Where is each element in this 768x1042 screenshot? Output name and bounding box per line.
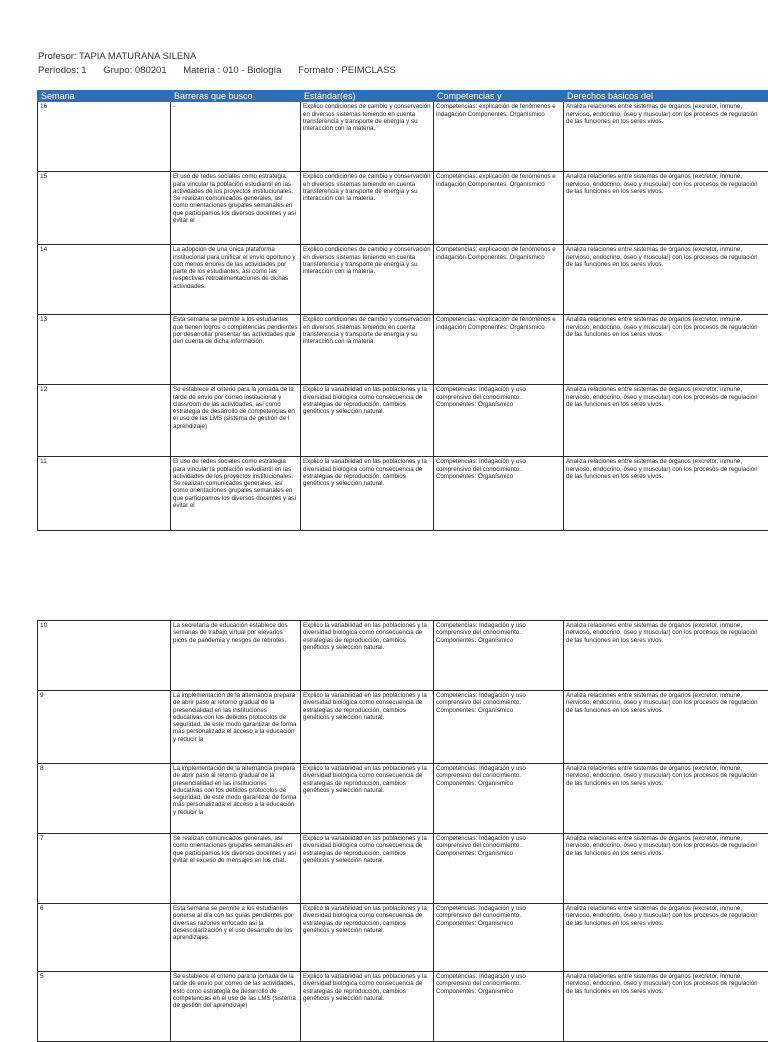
cell-week: 13 (38, 315, 171, 385)
cell-competencies: Competencias: explicación de fenómenos e indagación Componentes: Organísmico (434, 245, 564, 315)
format-label: Formato : PEIMCLASS (298, 65, 396, 76)
table-row (38, 904, 768, 972)
cell-competencies: Competencias: Indagación y uso comprensivo del conocimiento. Componentes: Organísmico (434, 385, 564, 457)
table-row (38, 385, 768, 457)
cell-barriers: Esta semana se permite a los estudiantes que tienen logros o competencias pendientes por desarrollar presentar las actividades que den cuenta de dicha información. (171, 315, 301, 385)
table-body-page-2 (38, 621, 768, 1042)
cell-barriers: El uso de redes sociales como estrategia para vincular la población estudiantil en las actividades de los proyectos institucionales. Se realizan comunicados generales, así como orientaciones grupales semanales en que participamos los diversos docentes y así evitar el (171, 457, 301, 531)
cell-week: 16 (38, 102, 171, 172)
header-week: Semana (38, 91, 171, 102)
cell-week: 5 (38, 972, 171, 1042)
cell-standard: Explico la variabilidad en las poblaciones y la diversidad biológica como consecuencia de estrategias de reproducción, cambios genéticos y selección natural. (301, 764, 434, 834)
cell-rights: Analiza relaciones entre sistemas de órganos (excretor, inmune, nervioso, endocrino, óseo y muscular) con los procesos de regulación de las funciones en los seres vivos. (564, 102, 768, 172)
table-row (38, 245, 768, 315)
header-standard: Estándar(es) (301, 91, 434, 102)
cell-week: 6 (38, 904, 171, 972)
table-row (38, 315, 768, 385)
cell-barriers: El uso de redes sociales como estrategia para vincular la población estudiantil en las actividades de los proyectos institucionales. Se realizan comunicados generales, así como orientaciones grupales semanales en que participamos los diversos docentes y así evitar el (171, 172, 301, 245)
cell-competencies: Competencias: Indagación y uso comprensivo del conocimiento. Componentes: Organísmico (434, 904, 564, 972)
cell-rights: Analiza relaciones entre sistemas de órganos (excretor, inmune, nervioso, endocrino, óseo y muscular) con los procesos de regulación de las funciones en los seres vivos. (564, 621, 768, 691)
cell-barriers: La adopción de una única plataforma institucional para unificar el envío oportuno y con menos errores de las actividades por parte de los estudiantes, así como las respectivas retroalimentaciones de dichas actividades. (171, 245, 301, 315)
cell-week: 15 (38, 172, 171, 245)
cell-standard: Explico la variabilidad en las poblaciones y la diversidad biológica como consecuencia de estrategias de reproducción, cambios genéticos y selección natural. (301, 457, 434, 531)
cell-standard: Explico la variabilidad en las poblaciones y la diversidad biológica como consecuencia de estrategias de reproducción, cambios genéticos y selección natural. (301, 904, 434, 972)
cell-competencies: Competencias: explicación de fenómenos e indagación Componentes: Organísmico (434, 315, 564, 385)
cell-standard: Explico la variabilidad en las poblaciones y la diversidad biológica como consecuencia de estrategias de reproducción, cambios genéticos y selección natural. (301, 691, 434, 764)
cell-rights: Analiza relaciones entre sistemas de órganos (excretor, inmune, nervioso, endocrino, óseo y muscular) con los procesos de regulación de las funciones en los seres vivos. (564, 972, 768, 1042)
cell-rights: Analiza relaciones entre sistemas de órganos (excretor, inmune, nervioso, endocrino, óseo y muscular) con los procesos de regulación de las funciones en los seres vivos. (564, 172, 768, 245)
cell-standard: Explico la variabilidad en las poblaciones y la diversidad biológica como consecuencia de estrategias de reproducción, cambios genéticos y selección natural. (301, 972, 434, 1042)
cell-standard: Explico la variabilidad en las poblaciones y la diversidad biológica como consecuencia de estrategias de reproducción, cambios genéticos y selección natural. (301, 834, 434, 904)
header-barriers: Barreras que busco (171, 91, 301, 102)
cell-standard: Explico condiciones de cambio y conservación en diversos sistemas teniendo en cuenta transferencia y transporte de energía y su interacción con la materia. (301, 315, 434, 385)
table-header-row (38, 91, 768, 102)
cell-rights: Analiza relaciones entre sistemas de órganos (excretor, inmune, nervioso, endocrino, óseo y muscular) con los procesos de regulación de las funciones en los seres vivos. (564, 245, 768, 315)
cell-rights: Analiza relaciones entre sistemas de órganos (excretor, inmune, nervioso, endocrino, óseo y muscular) con los procesos de regulación de las funciones en los seres vivos. (564, 315, 768, 385)
cell-rights: Analiza relaciones entre sistemas de órganos (excretor, inmune, nervioso, endocrino, óseo y muscular) con los procesos de regulación de las funciones en los seres vivos. (564, 904, 768, 972)
table-body-page-1 (38, 102, 768, 531)
table-row (38, 102, 768, 172)
cell-standard: Explico condiciones de cambio y conservación en diversos sistemas teniendo en cuenta transferencia y transporte de energía y su interacción con la materia. (301, 172, 434, 245)
cell-standard: Explico la variabilidad en las poblaciones y la diversidad biológica como consecuencia de estrategias de reproducción, cambios genéticos y selección natural. (301, 621, 434, 691)
cell-competencies: Competencias: explicación de fenómenos e indagación Componentes: Organísmico (434, 172, 564, 245)
cell-rights: Analiza relaciones entre sistemas de órganos (excretor, inmune, nervioso, endocrino, óseo y muscular) con los procesos de regulación de las funciones en los seres vivos. (564, 457, 768, 531)
cell-standard: Explico condiciones de cambio y conservación en diversos sistemas teniendo en cuenta transferencia y transporte de energía y su interacción con la materia. (301, 102, 434, 172)
cell-competencies: Competencias: Indagación y uso comprensivo del conocimiento. Componentes: Organísmico (434, 457, 564, 531)
cell-week: 7 (38, 834, 171, 904)
table-row (38, 621, 768, 691)
table-row (38, 691, 768, 764)
cell-barriers: La implementación de la alternancia prepara de abrir paso al retorno gradual de la presencialidad en las instituciones educativas con los debidos protocolos de seguridad, de este modo garantizar de forma más personalizada el acceso a la educación y reducir la (171, 691, 301, 764)
teacher-name: Profesor: TAPIA MATURANA SILENA (38, 51, 196, 62)
periods-label: Períodos: 1 (38, 65, 87, 76)
teacher-line (38, 51, 210, 62)
cell-barriers: La secretaría de educación establece dos semanas de trabajo virtual por elevados picos de pandemia y riesgos de rebrotes. (171, 621, 301, 691)
cell-barriers: Esta semana se permite a los estudiantes ponerse al día con las guías pendientes por diversas razones enfocado así la desescolarización y el uso desarrollo de los aprendizajes. (171, 904, 301, 972)
cell-rights: Analiza relaciones entre sistemas de órganos (excretor, inmune, nervioso, endocrino, óseo y muscular) con los procesos de regulación de las funciones en los seres vivos. (564, 834, 768, 904)
group-label: Grupo: 080201 (103, 65, 166, 76)
cell-barriers: La implementación de la alternancia prepara de abrir paso al retorno gradual de la presencialidad en las instituciones educativas con los debidos protocolos de seguridad, de este modo garantizar de forma más personalizada el acceso a la educación y reducir la (171, 764, 301, 834)
cell-week: 14 (38, 245, 171, 315)
cell-competencies: Competencias: explicación de fenómenos e indagación Componentes: Organísmico (434, 102, 564, 172)
planning-table-page-2 (37, 620, 768, 1042)
cell-rights: Analiza relaciones entre sistemas de órganos (excretor, inmune, nervioso, endocrino, óseo y muscular) con los procesos de regulación de las funciones en los seres vivos. (564, 691, 768, 764)
cell-competencies: Competencias: Indagación y uso comprensivo del conocimiento. Componentes: Organísmico (434, 691, 564, 764)
header-rights: Derechos básicos del (564, 91, 768, 102)
cell-competencies: Competencias: Indagación y uso comprensivo del conocimiento. Componentes: Organísmico (434, 972, 564, 1042)
cell-week: 9 (38, 691, 171, 764)
cell-week: 8 (38, 764, 171, 834)
cell-barriers: Se establece el criterio para la jornada de la tarde de envío por correo institucional y classroom de las actividades, así como estrategia de desarrollo de competencias en el uso de las LMS (sistema de gestión de l aprendizaje) (171, 385, 301, 457)
cell-competencies: Competencias: Indagación y uso comprensivo del conocimiento. Componentes: Organísmico (434, 834, 564, 904)
cell-rights: Analiza relaciones entre sistemas de órganos (excretor, inmune, nervioso, endocrino, óseo y muscular) con los procesos de regulación de las funciones en los seres vivos. (564, 764, 768, 834)
cell-competencies: Competencias: Indagación y uso comprensivo del conocimiento. Componentes: Organísmico (434, 621, 564, 691)
table-row (38, 834, 768, 904)
cell-standard: Explico condiciones de cambio y conservación en diversos sistemas teniendo en cuenta transferencia y transporte de energía y su interacción con la materia. (301, 245, 434, 315)
cell-standard: Explico la variabilidad en las poblaciones y la diversidad biológica como consecuencia de estrategias de reproducción, cambios genéticos y selección natural. (301, 385, 434, 457)
cell-barriers: - (171, 102, 301, 172)
table-row (38, 764, 768, 834)
cell-competencies: Competencias: Indagación y uso comprensivo del conocimiento. Componentes: Organísmico (434, 764, 564, 834)
cell-week: 10 (38, 621, 171, 691)
cell-barriers: Se realizan comunicados generales, así como orientaciones grupales semanales en que participamos los diversos docentes y así evitar el exceso de mensajes en los chat. (171, 834, 301, 904)
table-row (38, 172, 768, 245)
cell-week: 12 (38, 385, 171, 457)
course-info-line (38, 65, 410, 76)
header-competencies: Competencias y (434, 91, 564, 102)
subject-label: Materia : 010 - Biología (183, 65, 281, 76)
table-row (38, 457, 768, 531)
planning-table-page-1 (37, 90, 768, 531)
cell-rights: Analiza relaciones entre sistemas de órganos (excretor, inmune, nervioso, endocrino, óseo y muscular) con los procesos de regulación de las funciones en los seres vivos. (564, 385, 768, 457)
table-row (38, 972, 768, 1042)
cell-week: 11 (38, 457, 171, 531)
cell-barriers: Se establece el criterio para la jornada de la tarde de envío por correo de las actividades, esto como estrategia de desarrollo de competencias en el uso de las LMS (sistema de gestión del aprendizaje) (171, 972, 301, 1042)
